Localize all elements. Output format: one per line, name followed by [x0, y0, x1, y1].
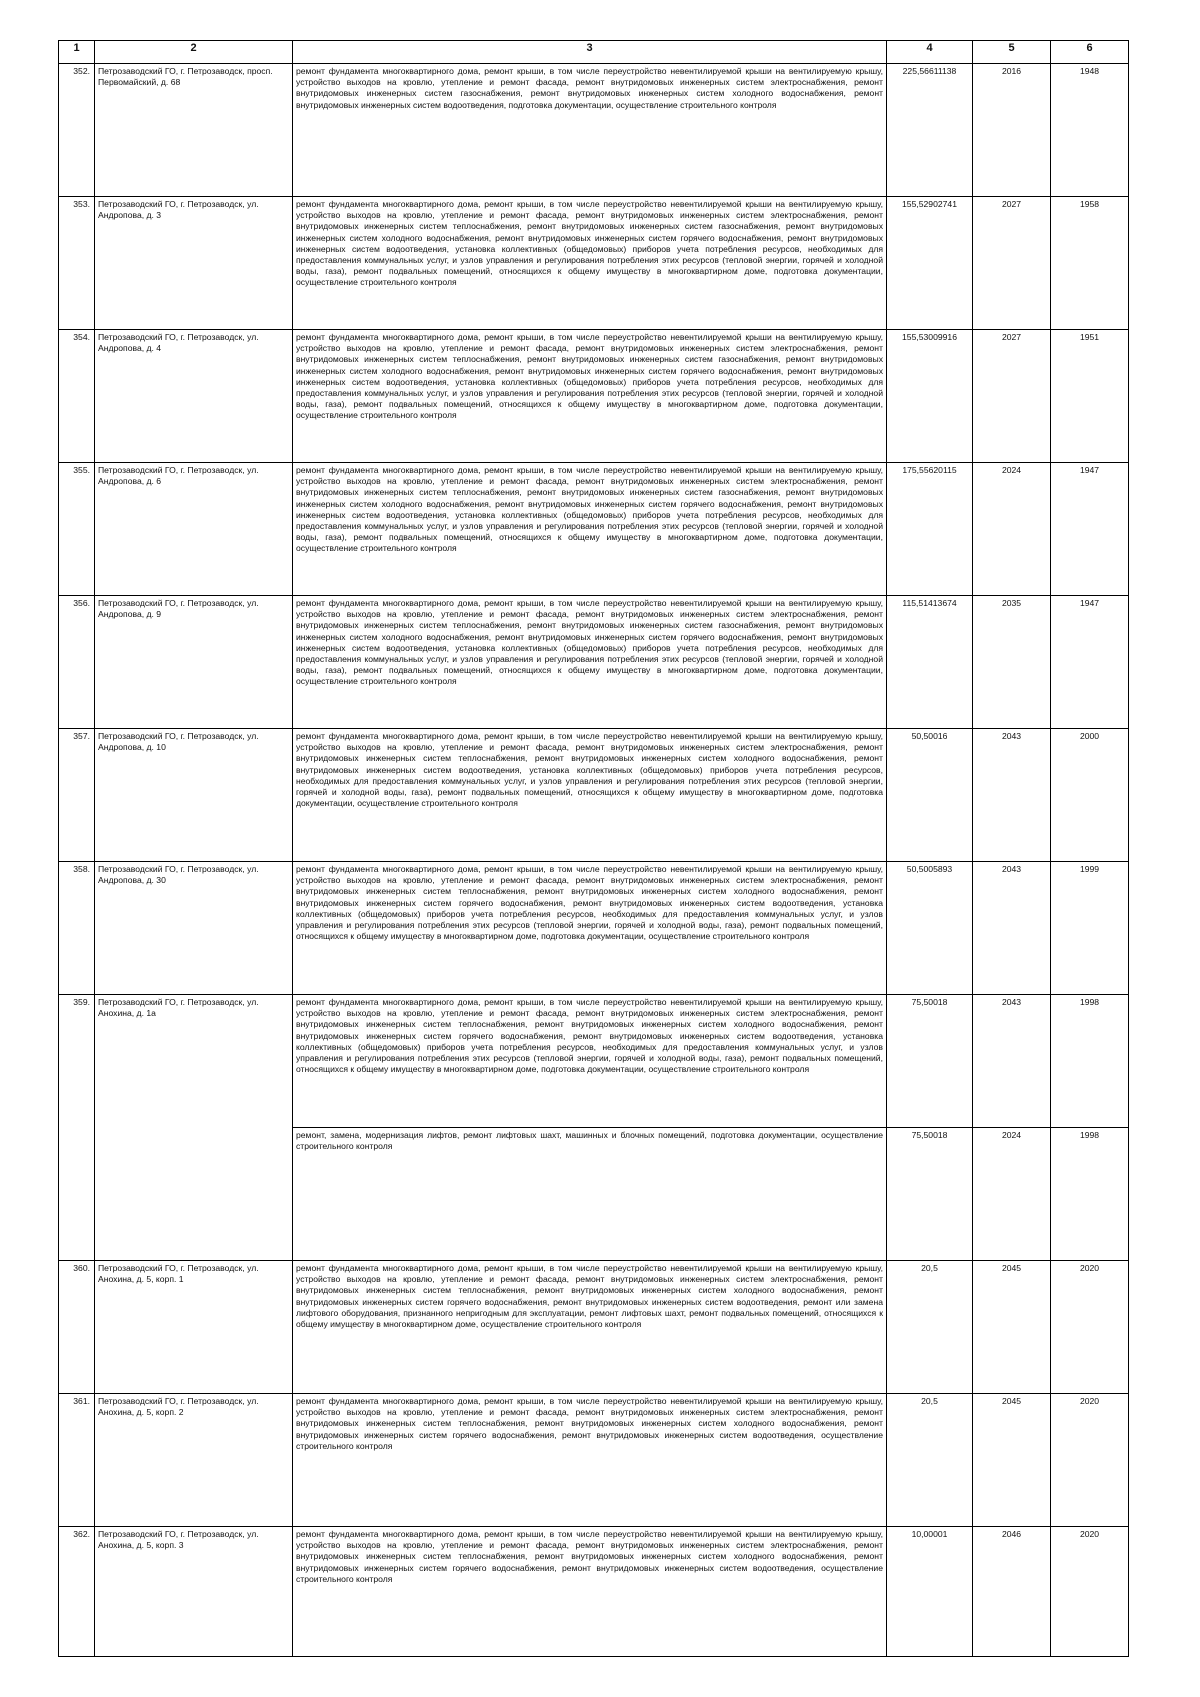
row-address: Петрозаводский ГО, г. Петрозаводск, просп. Первомайский, д. 68: [95, 64, 293, 197]
table-row: [59, 1261, 1129, 1394]
capital-repair-table: [58, 40, 1129, 1657]
row-cost: 155,52902741: [887, 197, 973, 330]
row-build-year: 1947: [1051, 463, 1129, 596]
row-work-types: ремонт фундамента многоквартирного дома, ремонт крыши, в том числе переустройство невентилируемой крыши на вентилируемую крышу, устройство выходов на кровлю, утепление и ремонт фасада, ремонт внутридомовых инженерных систем электроснабжения, ремонт внутридомовых инженерных систем теплоснабжения, ремонт внутридомовых инженерных систем газоснабжения, ремонт внутридомовых инженерных систем холодного водоснабжения, ремонт внутридомовых инженерных систем горячего водоснабжения, ремонт внутридомовых инженерных систем водоотведения, установка коллективных (общедомовых) приборов учета потребления ресурсов, необходимых для предоставления коммунальных услуг, и узлов управления и регулирования потребления этих ресурсов (тепловой энергии, горячей и холодной воды, газа), ремонт подвальных помещений, относящихся к общему имуществу в многоквартирном доме, подготовка документации, осуществление строительного контроля: [293, 596, 887, 729]
row-address: Петрозаводский ГО, г. Петрозаводск, ул. Анохина, д. 1а: [95, 995, 293, 1261]
row-address: Петрозаводский ГО, г. Петрозаводск, ул. Анохина, д. 5, корп. 2: [95, 1394, 293, 1527]
row-build-year: 1951: [1051, 330, 1129, 463]
table-row: [59, 64, 1129, 197]
row-cost: 75,50018: [887, 995, 973, 1128]
row-cost: 10,00001: [887, 1527, 973, 1657]
row-cost: 20,5: [887, 1261, 973, 1394]
row-plan-year: 2035: [973, 596, 1051, 729]
table-row: [59, 330, 1129, 463]
table-row: [59, 197, 1129, 330]
row-plan-year: 2045: [973, 1394, 1051, 1527]
row-number: 362.: [59, 1527, 95, 1657]
column-header-6: 6: [1051, 41, 1129, 64]
row-number: 354.: [59, 330, 95, 463]
table-row: [59, 995, 1129, 1128]
row-plan-year: 2043: [973, 729, 1051, 862]
row-address: Петрозаводский ГО, г. Петрозаводск, ул. Анохина, д. 5, корп. 1: [95, 1261, 293, 1394]
row-number: 353.: [59, 197, 95, 330]
row-address: Петрозаводский ГО, г. Петрозаводск, ул. Анохина, д. 5, корп. 3: [95, 1527, 293, 1657]
row-address: Петрозаводский ГО, г. Петрозаводск, ул. Андропова, д. 4: [95, 330, 293, 463]
row-number: 352.: [59, 64, 95, 197]
row-address: Петрозаводский ГО, г. Петрозаводск, ул. Андропова, д. 9: [95, 596, 293, 729]
row-cost: 115,51413674: [887, 596, 973, 729]
row-work-types: ремонт фундамента многоквартирного дома, ремонт крыши, в том числе переустройство невентилируемой крыши на вентилируемую крышу, устройство выходов на кровлю, утепление и ремонт фасада, ремонт внутридомовых инженерных систем электроснабжения, ремонт внутридомовых инженерных систем газоснабжения, ремонт внутридомовых инженерных систем холодного водоснабжения, ремонт внутридомовых инженерных систем водоотведения, подготовка документации, осуществление строительного контроля: [293, 64, 887, 197]
row-work-types: ремонт фундамента многоквартирного дома, ремонт крыши, в том числе переустройство невентилируемой крыши на вентилируемую крышу, устройство выходов на кровлю, утепление и ремонт фасада, ремонт внутридомовых инженерных систем электроснабжения, ремонт внутридомовых инженерных систем теплоснабжения, ремонт внутридомовых инженерных систем холодного водоснабжения, ремонт внутридомовых инженерных систем горячего водоснабжения, ремонт внутридомовых инженерных систем водоотведения, установка коллективных (общедомовых) приборов учета потребления ресурсов, необходимых для предоставления коммунальных услуг, и узлов управления и регулирования потребления этих ресурсов (тепловой энергии, горячей и холодной воды, газа), ремонт подвальных помещений, относящихся к общему имуществу в многоквартирном доме, подготовка документации, осуществление строительного контроля: [293, 862, 887, 995]
row-plan-year: 2016: [973, 64, 1051, 197]
table-row: [59, 1394, 1129, 1527]
row-build-year: 2020: [1051, 1261, 1129, 1394]
row-work-types: ремонт фундамента многоквартирного дома, ремонт крыши, в том числе переустройство невентилируемой крыши на вентилируемую крышу, устройство выходов на кровлю, утепление и ремонт фасада, ремонт внутридомовых инженерных систем электроснабжения, ремонт внутридомовых инженерных систем теплоснабжения, ремонт внутридомовых инженерных систем холодного водоснабжения, ремонт внутридомовых инженерных систем горячего водоснабжения, ремонт внутридомовых инженерных систем водоотведения, осуществление строительного контроля: [293, 1527, 887, 1657]
row-address: Петрозаводский ГО, г. Петрозаводск, ул. Андропова, д. 30: [95, 862, 293, 995]
row-plan-year: 2045: [973, 1261, 1051, 1394]
column-header-3: 3: [293, 41, 887, 64]
row-plan-year: 2043: [973, 995, 1051, 1128]
row-plan-year: 2043: [973, 862, 1051, 995]
row-plan-year: 2024: [973, 1128, 1051, 1261]
row-number: 361.: [59, 1394, 95, 1527]
row-build-year: 2000: [1051, 729, 1129, 862]
row-cost: 20,5: [887, 1394, 973, 1527]
row-number: 358.: [59, 862, 95, 995]
row-build-year: 1998: [1051, 995, 1129, 1128]
row-number: 359.: [59, 995, 95, 1261]
row-work-types: ремонт фундамента многоквартирного дома, ремонт крыши, в том числе переустройство невентилируемой крыши на вентилируемую крышу, устройство выходов на кровлю, утепление и ремонт фасада, ремонт внутридомовых инженерных систем электроснабжения, ремонт внутридомовых инженерных систем теплоснабжения, ремонт внутридомовых инженерных систем газоснабжения, ремонт внутридомовых инженерных систем холодного водоснабжения, ремонт внутридомовых инженерных систем горячего водоснабжения, ремонт внутридомовых инженерных систем водоотведения, установка коллективных (общедомовых) приборов учета потребления ресурсов, необходимых для предоставления коммунальных услуг, и узлов управления и регулирования потребления этих ресурсов (тепловой энергии, горячей и холодной воды, газа), ремонт подвальных помещений, относящихся к общему имуществу в многоквартирном доме, подготовка документации, осуществление строительного контроля: [293, 330, 887, 463]
row-build-year: 2020: [1051, 1527, 1129, 1657]
row-address: Петрозаводский ГО, г. Петрозаводск, ул. Андропова, д. 10: [95, 729, 293, 862]
column-header-5: 5: [973, 41, 1051, 64]
table-row: [59, 1527, 1129, 1657]
row-build-year: 1998: [1051, 1128, 1129, 1261]
row-build-year: 1999: [1051, 862, 1129, 995]
row-cost: 175,55620115: [887, 463, 973, 596]
row-number: 355.: [59, 463, 95, 596]
table-row: [59, 596, 1129, 729]
row-work-types: ремонт фундамента многоквартирного дома, ремонт крыши, в том числе переустройство невентилируемой крыши на вентилируемую крышу, устройство выходов на кровлю, утепление и ремонт фасада, ремонт внутридомовых инженерных систем электроснабжения, ремонт внутридомовых инженерных систем теплоснабжения, ремонт внутридомовых инженерных систем холодного водоснабжения, ремонт внутридомовых инженерных систем горячего водоснабжения, ремонт внутридомовых инженерных систем водоотведения, осуществление строительного контроля: [293, 1394, 887, 1527]
row-plan-year: 2027: [973, 197, 1051, 330]
row-cost: 50,5005893: [887, 862, 973, 995]
row-work-types: ремонт фундамента многоквартирного дома, ремонт крыши, в том числе переустройство невентилируемой крыши на вентилируемую крышу, устройство выходов на кровлю, утепление и ремонт фасада, ремонт внутридомовых инженерных систем электроснабжения, ремонт внутридомовых инженерных систем теплоснабжения, ремонт внутридомовых инженерных систем холодного водоснабжения, ремонт внутридомовых инженерных систем горячего водоснабжения, ремонт внутридомовых инженерных систем водоотведения, ремонт или замена лифтового оборудования, признанного непригодным для эксплуатации, ремонт лифтовых шахт, ремонт подвальных помещений, относящихся к общему имуществу в многоквартирном доме, осуществление строительного контроля: [293, 1261, 887, 1394]
column-header-4: 4: [887, 41, 973, 64]
row-work-types: ремонт фундамента многоквартирного дома, ремонт крыши, в том числе переустройство невентилируемой крыши на вентилируемую крышу, устройство выходов на кровлю, утепление и ремонт фасада, ремонт внутридомовых инженерных систем электроснабжения, ремонт внутридомовых инженерных систем теплоснабжения, ремонт внутридомовых инженерных систем холодного водоснабжения, ремонт внутридомовых инженерных систем горячего водоснабжения, ремонт внутридомовых инженерных систем водоотведения, установка коллективных (общедомовых) приборов учета потребления ресурсов, необходимых для предоставления коммунальных услуг, и узлов управления и регулирования потребления этих ресурсов (тепловой энергии, горячей и холодной воды, газа), ремонт подвальных помещений, относящихся к общему имуществу в многоквартирном доме, подготовка документации, осуществление строительного контроля: [293, 995, 887, 1128]
row-address: Петрозаводский ГО, г. Петрозаводск, ул. Андропова, д. 3: [95, 197, 293, 330]
table-header-row: [59, 41, 1129, 64]
row-cost: 50,50016: [887, 729, 973, 862]
row-build-year: 2020: [1051, 1394, 1129, 1527]
row-cost: 225,56611138: [887, 64, 973, 197]
table-row: [59, 729, 1129, 862]
row-address: Петрозаводский ГО, г. Петрозаводск, ул. Андропова, д. 6: [95, 463, 293, 596]
row-build-year: 1947: [1051, 596, 1129, 729]
row-plan-year: 2024: [973, 463, 1051, 596]
row-work-types: ремонт фундамента многоквартирного дома, ремонт крыши, в том числе переустройство невентилируемой крыши на вентилируемую крышу, устройство выходов на кровлю, утепление и ремонт фасада, ремонт внутридомовых инженерных систем электроснабжения, ремонт внутридомовых инженерных систем теплоснабжения, ремонт внутридомовых инженерных систем газоснабжения, ремонт внутридомовых инженерных систем холодного водоснабжения, ремонт внутридомовых инженерных систем горячего водоснабжения, ремонт внутридомовых инженерных систем водоотведения, установка коллективных (общедомовых) приборов учета потребления ресурсов, необходимых для предоставления коммунальных услуг, и узлов управления и регулирования потребления этих ресурсов (тепловой энергии, горячей и холодной воды, газа), ремонт подвальных помещений, относящихся к общему имуществу в многоквартирном доме, подготовка документации, осуществление строительного контроля: [293, 197, 887, 330]
row-plan-year: 2027: [973, 330, 1051, 463]
row-plan-year: 2046: [973, 1527, 1051, 1657]
table-row: [59, 862, 1129, 995]
row-work-types: ремонт фундамента многоквартирного дома, ремонт крыши, в том числе переустройство невентилируемой крыши на вентилируемую крышу, устройство выходов на кровлю, утепление и ремонт фасада, ремонт внутридомовых инженерных систем электроснабжения, ремонт внутридомовых инженерных систем теплоснабжения, ремонт внутридомовых инженерных систем газоснабжения, ремонт внутридомовых инженерных систем холодного водоснабжения, ремонт внутридомовых инженерных систем горячего водоснабжения, ремонт внутридомовых инженерных систем водоотведения, установка коллективных (общедомовых) приборов учета потребления ресурсов, необходимых для предоставления коммунальных услуг, и узлов управления и регулирования потребления этих ресурсов (тепловой энергии, горячей и холодной воды, газа), ремонт подвальных помещений, относящихся к общему имуществу в многоквартирном доме, подготовка документации, осуществление строительного контроля: [293, 463, 887, 596]
row-cost: 75,50018: [887, 1128, 973, 1261]
row-number: 356.: [59, 596, 95, 729]
row-work-types: ремонт фундамента многоквартирного дома, ремонт крыши, в том числе переустройство невентилируемой крыши на вентилируемую крышу, устройство выходов на кровлю, утепление и ремонт фасада, ремонт внутридомовых инженерных систем электроснабжения, ремонт внутридомовых инженерных систем теплоснабжения, ремонт внутридомовых инженерных систем холодного водоснабжения, ремонт внутридомовых инженерных систем водоотведения, установка коллективных (общедомовых) приборов учета потребления ресурсов, необходимых для предоставления коммунальных услуг, и узлов управления и регулирования потребления этих ресурсов (тепловой энергии, горячей и холодной воды, газа), ремонт подвальных помещений, относящихся к общему имуществу в многоквартирном доме, подготовка документации, осуществление строительного контроля: [293, 729, 887, 862]
row-number: 357.: [59, 729, 95, 862]
row-build-year: 1948: [1051, 64, 1129, 197]
row-build-year: 1958: [1051, 197, 1129, 330]
document-page: [58, 40, 1128, 1657]
row-work-types: ремонт, замена, модернизация лифтов, ремонт лифтовых шахт, машинных и блочных помещений, подготовка документации, осуществление строительного контроля: [293, 1128, 887, 1261]
row-number: 360.: [59, 1261, 95, 1394]
table-row: [59, 463, 1129, 596]
row-cost: 155,53009916: [887, 330, 973, 463]
column-header-2: 2: [95, 41, 293, 64]
column-header-1: 1: [59, 41, 95, 64]
